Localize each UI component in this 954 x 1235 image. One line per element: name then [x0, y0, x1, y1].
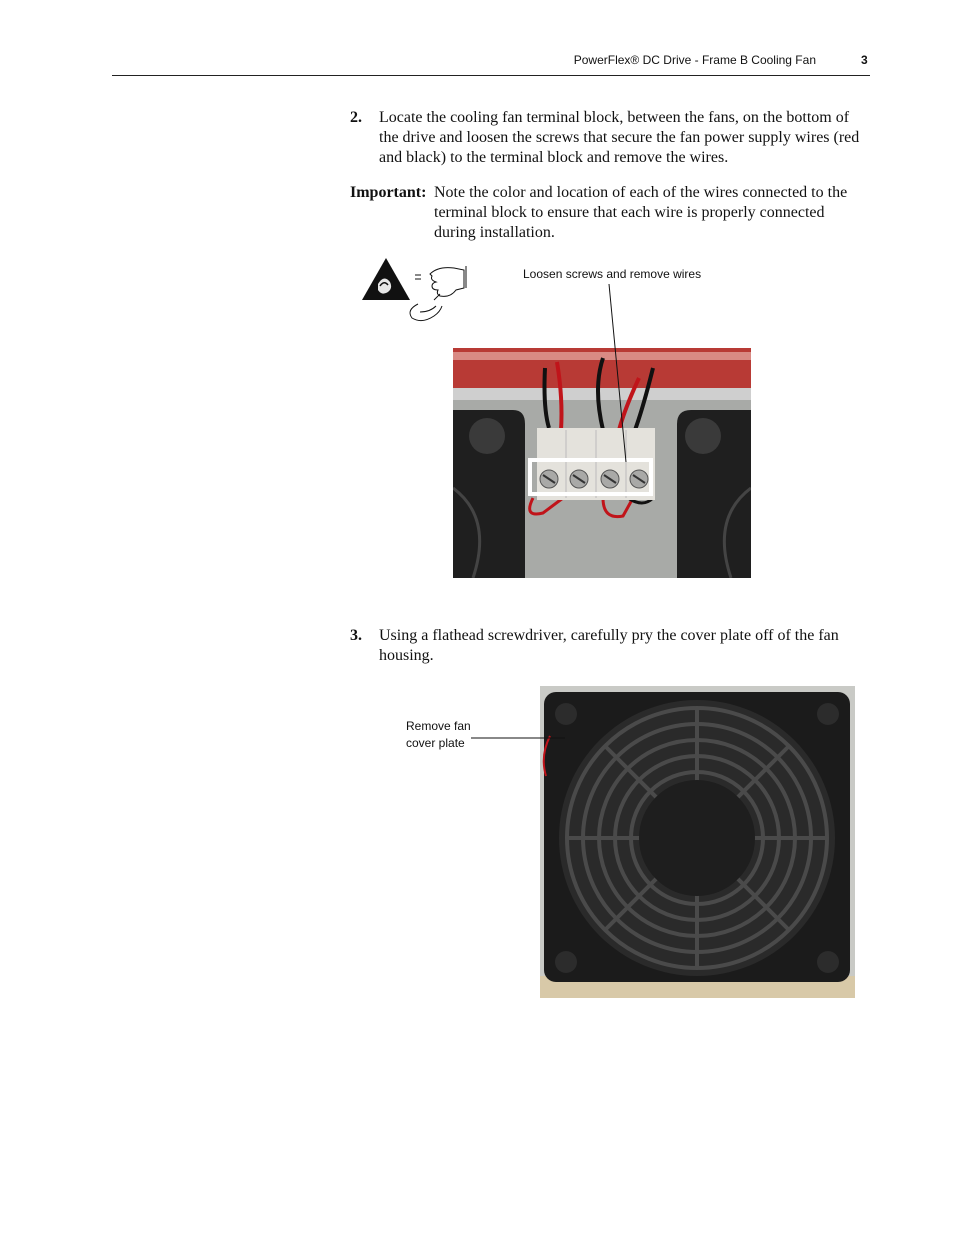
terminal-block-photo	[453, 348, 751, 578]
important-text: Note the color and location of each of the wires connected to the terminal block to ensure that each wire is properly connected during installation.	[434, 184, 848, 241]
important-label: Important:	[350, 184, 427, 201]
step-number: 3.	[350, 627, 362, 644]
header-title: PowerFlex® DC Drive - Frame B Cooling Fan	[573, 53, 816, 67]
running-header	[0, 0, 954, 80]
important-note	[350, 183, 870, 243]
step-3	[350, 626, 870, 666]
esd-warning-icon	[360, 256, 472, 328]
callout-line-1: Remove fan	[406, 719, 471, 733]
callout-loosen-screws: Loosen screws and remove wires	[523, 267, 702, 281]
callout-remove-cover	[406, 718, 471, 752]
step-number: 2.	[350, 109, 362, 126]
step-2	[350, 108, 870, 168]
page-number: 3	[861, 53, 868, 67]
step-text: Locate the cooling fan terminal block, between the fans, on the bottom of the drive and loosen the screws that secure the fan power supply wires (red and black) to the terminal block and remove the wires.	[379, 109, 860, 166]
header-rule	[112, 75, 870, 76]
step-text: Using a flathead screwdriver, carefully pry the cover plate off of the fan housing.	[379, 627, 839, 664]
fan-photo	[540, 686, 855, 998]
callout-line-2: cover plate	[406, 736, 465, 750]
